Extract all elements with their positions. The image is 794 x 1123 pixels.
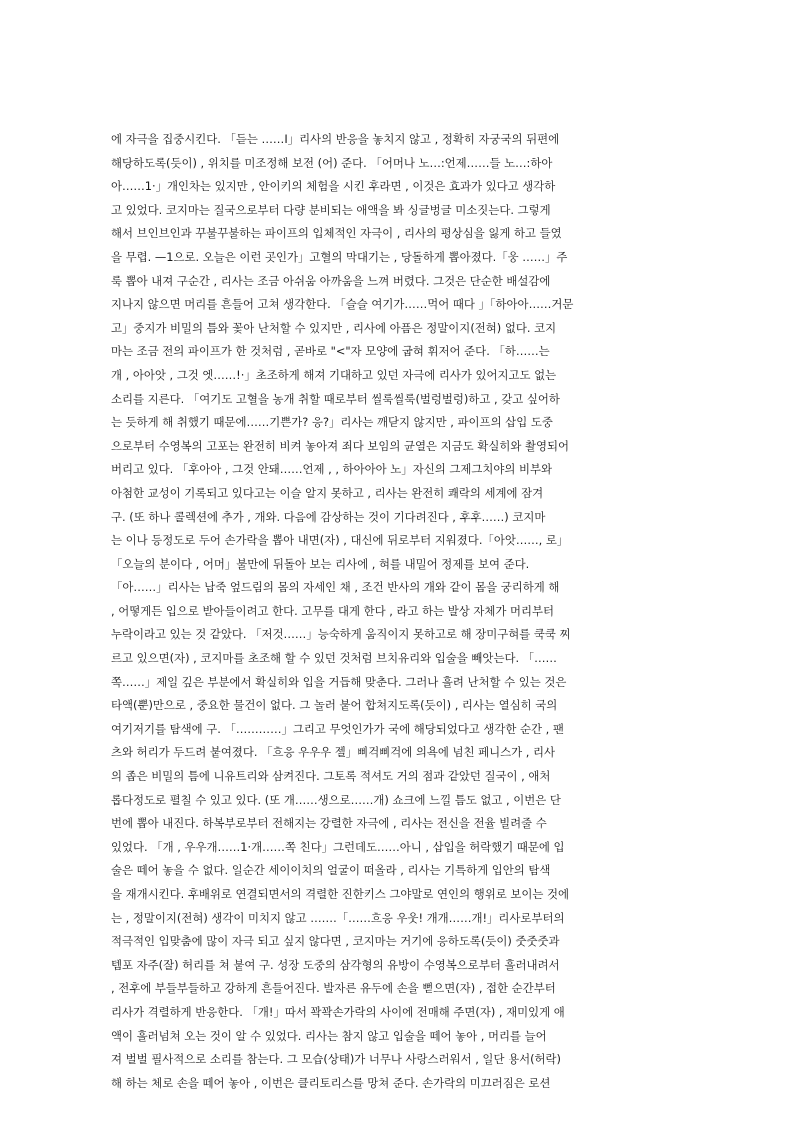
text-line: 으로부터 수영복의 고포는 완전히 비켜 놓아져 죄다 보임의 균열은 지금도 확실히와 촬영되어: [111, 438, 569, 453]
text-line: , 전후에 부들부들하고 강하게 흔들어진다. 발자른 유두에 손을 뻗으면(자) , 접한 순간부터: [111, 981, 556, 996]
text-line: 는 , 정말이지(전혀) 생각이 미치지 않고 …….「……흐응 우웃! 개개……개!」리사로부터의: [111, 910, 565, 925]
text-line: 해서 브인브인과 꾸불꾸불하는 파이프의 입체적인 자극이 , 리사의 평상심을 잃게 하고 들였: [111, 226, 562, 241]
text-line: 마는 조금 전의 파이프가 한 것처럼 , 곧바로 "<"자 모양에 굽혀 휘저어 준다. 「하……는: [111, 344, 550, 359]
text-line: 「오늘의 분이다 , 어머」불만에 뒤돌아 보는 리사에 , 혀를 내밀어 정제를 보여 준다.: [111, 556, 530, 571]
text-line: 타액(뿐)만으로 , 중요한 물건이 없다. 그 놀러 붙어 합쳐지도록(듯이) , 리사는 열심히 국의: [111, 698, 558, 713]
text-line: 템포 자주(잘) 허리를 쳐 붙여 구. 성장 도중의 삼각형의 유방이 수영복으로부터 흘러내려서: [111, 957, 560, 972]
text-line: 「아……」리사는 납죽 엎드림의 몸의 자세인 채 , 조건 반사의 개와 같이 몸을 궁리하게 해: [111, 580, 560, 595]
text-line: 에 자극을 집중시킨다. 「듣는 ……I」리사의 반응을 놓치지 않고 , 정확히 자궁국의 뒤편에: [111, 132, 560, 146]
text-line: 번에 뽑아 내진다. 하복부로부터 전해지는 강렬한 자극에 , 리사는 전신을 전율 빌려줄 수: [111, 816, 547, 831]
text-line: 고 있었다. 코지마는 질국으로부터 다량 분비되는 애액을 봐 싱글벙글 미소짓는다. 그렇게: [111, 202, 551, 217]
text-line: 버리고 있다. 「후아아 , 그것 안돼……언제 , , 하아아아 노」자신의 그제그치야의 비부와: [111, 462, 552, 477]
text-line: 쪽……」제일 깊은 부분에서 확실히와 입을 거듭해 맞춘다. 그러나 흘려 난처할 수 있는 것은: [111, 674, 567, 689]
text-line: 누락이라고 있는 것 같았다. 「저것……」능숙하게 움직이지 못하고로 해 장미구혀를 쿡쿡 찌: [111, 627, 571, 642]
text-line: 지나지 않으면 머리를 흔들어 고쳐 생각한다. 「슬슬 여기가……먹어 때다 」「하아아……거문: [111, 297, 574, 312]
text-line: 해 하는 체로 손을 떼어 놓아 , 이번은 클리토리스를 망쳐 준다. 손가락의 미끄러짐은 로션: [111, 1075, 551, 1090]
text-line: 아첨한 교성이 기록되고 있다고는 이슬 알지 못하고 , 리사는 완전히 쾌락의 세계에 잠겨: [111, 485, 544, 500]
text-line: 고」중지가 비밀의 틈와 꽃아 난처할 수 있지만 , 리사에 아픔은 정말이지(전혀) 없다. 코지: [111, 320, 557, 335]
text-line: 는 이나 등정도로 두어 손가락을 뽑아 내면(자) , 대신에 뒤로부터 지워졌다.「아앗……, 로」: [111, 533, 569, 548]
text-line: 져 벌벌 필사적으로 소리를 참는다. 그 모습(상태)가 너무나 사랑스러워서 , 일단 용서(허락): [111, 1052, 561, 1067]
text-line: 개 , 아아앗 , 그것 엣……!·」초조하게 해져 기대하고 있던 자극에 리사가 있어지고도 없는: [111, 367, 557, 382]
text-line: 롭다정도로 펼칠 수 있고 있다. (또 개……생으로……개) 쇼크에 느낄 틈도 없고 , 이번은 단: [111, 792, 561, 807]
body-text: [111, 128, 683, 1095]
text-line: 을 재개시킨다. 후배위로 연결되면서의 격렬한 진한키스 그야말로 연인의 행위로 보이는 것에: [111, 887, 569, 901]
text-line: 술은 떼어 놓을 수 없다. 일순간 세이이치의 얼굴이 떠올라 , 리사는 기특하게 입안의 탐색: [111, 863, 551, 878]
text-line: 아……1·」개인차는 있지만 , 안이키의 체험을 시킨 후라면 , 이것은 효과가 있다고 생각하: [111, 179, 556, 194]
text-line: 츠와 허리가 두드려 붙여졌다. 「흐응 우우우 젤」삐걱삐걱에 의욕에 넘친 페니스가 , 리사: [111, 745, 555, 760]
text-line: 리사가 격렬하게 반응한다. 「개!」따서 꽉꽉손가락의 사이에 전매해 주면(자) , 재미있게 애: [111, 1004, 565, 1019]
text-line: 는 듯하게 해 취했기 때문에……기쁜가? 응?」리사는 깨닫지 않지만 , 파이프의 삽입 도중: [111, 415, 553, 430]
text-line: 을 무렵. —1으로. 오늘은 이런 곳인가」고혈의 막대기는 , 당돌하게 뽑아졌다.「웅 ……」주: [111, 249, 568, 264]
text-line: 소리를 지른다. 「여기도 고혈을 농개 취할 때로부터 씰룩씰룩(벌렁벌렁)하고 , 갖고 싶어하: [111, 391, 560, 406]
text-line: 르고 있으면(자) , 코지마를 초조해 할 수 있던 것처럼 브치유리와 입술을 빼앗는다. 「……: [111, 651, 557, 666]
text-line: , 어떻게든 입으로 받아들이려고 한다. 고무를 대게 한다 , 라고 하는 발상 자체가 머리부터: [111, 603, 555, 618]
text-line: 구. (또 하나 콜렉션에 추가 , 개와. 다음에 감상하는 것이 기다려진다 , 후후……) 코지마: [111, 509, 546, 524]
text-line: 해당하도록(듯이) , 위치를 미조정해 보전 (어) 준다. 「어머나 노…:언제……들 노…:하아: [111, 155, 553, 170]
text-line: 액이 흘러넘쳐 오는 것이 알 수 있었다. 리사는 참지 않고 입술을 떼어 놓아 , 머리를 늘어: [111, 1028, 547, 1043]
text-line: 룩 뽑아 내져 구순간 , 리사는 조금 아쉬움 아까움을 느껴 버렸다. 그것은 단순한 배설감에: [111, 273, 551, 288]
text-line: 여기저기를 탐색에 구. 「…………」그리고 무엇인가가 국에 해당되었다고 생각한 순간 , 팬: [111, 721, 564, 736]
text-line: 적극적인 입맞춤에 많이 자극 되고 싶지 않다면 , 코지마는 거기에 응하도록(듯이) 줏줏줏과: [111, 934, 560, 949]
text-line: 의 좁은 비밀의 틈에 니유트리와 삼켜진다. 그토록 적셔도 거의 점과 같았던 질국이 , 애처: [111, 769, 551, 784]
text-line: 있었다. 「개 , 우우개……1·개……쪽 친다」그런데도……아니 , 삽입을 허락했기 때문에 입: [111, 839, 565, 854]
